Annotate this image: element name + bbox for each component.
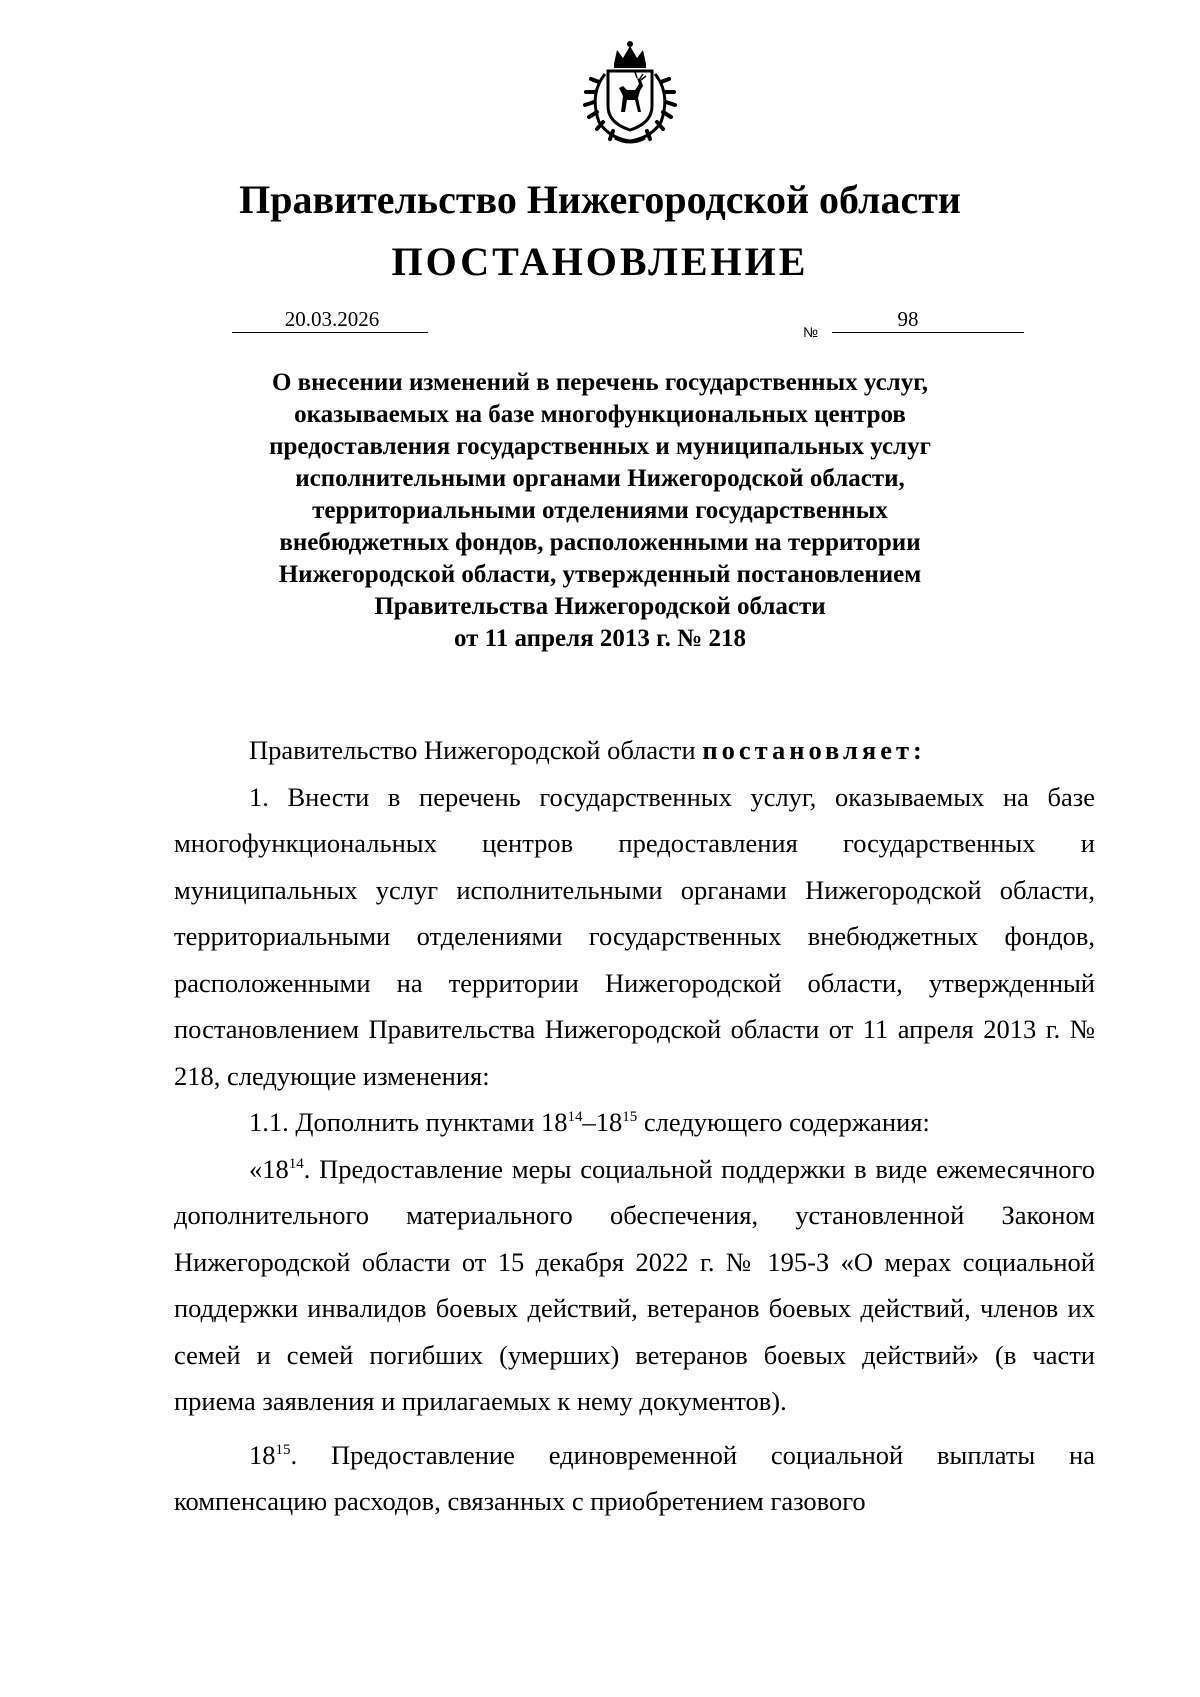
p11-text-b: –18 <box>582 1107 623 1137</box>
subject-line: исполнительными органами Нижегородской области, <box>295 465 905 492</box>
subject-line: предоставления государственных и муниципальных услуг <box>269 433 931 460</box>
intro-emphasis: постановляет: <box>702 735 926 765</box>
number-sign: № <box>803 324 819 340</box>
decree-body <box>174 727 1095 1525</box>
subject-line: Правительства Нижегородской области <box>374 593 826 620</box>
decree-number: 98 <box>832 306 1024 333</box>
government-title: Правительство Нижегородской области <box>239 177 961 222</box>
item15-prefix: 18 <box>249 1439 276 1470</box>
p11-sup-1: 14 <box>567 1109 583 1125</box>
subject-line: территориальными отделениями государственных <box>312 497 888 524</box>
document-type: ПОСТАНОВЛЕНИЕ <box>391 239 809 284</box>
subject-line: внебюджетных фондов, расположенными на территории <box>279 529 921 556</box>
subject-line: Нижегородской области, утвержденный постановлением <box>278 561 922 588</box>
item14-sup: 14 <box>288 1155 304 1172</box>
subject-line: оказываемых на базе многофункциональных центров <box>294 401 906 428</box>
intro-text: Правительство Нижегородской области <box>249 735 696 765</box>
nizhny-novgorod-coat-of-arms-icon <box>575 38 685 146</box>
paragraph-1: 1. Внести в перечень государственных услуг, оказываемых на базе многофункциональных центров предоставления государственных и муниципальных услуг исполнительными органами Нижегородской области, территориальными отделениями государственных внебюджетных фондов, расположенными на территории Нижегородской области, утвержденный постановлением Правительства Нижегородской области от 11 апреля 2013 г. № 218, следующие изменения: <box>174 781 1095 1091</box>
resolution-intro <box>174 727 1095 774</box>
p11-text-a: 1.1. Дополнить пунктами 18 <box>249 1107 568 1137</box>
decree-subject <box>200 367 1000 655</box>
item14-prefix: «18 <box>249 1153 289 1184</box>
item-18-14 <box>174 1146 1095 1425</box>
paragraph-1-1 <box>174 1099 1095 1146</box>
p11-text-c: следующего содержания: <box>637 1107 930 1137</box>
subject-line: от 11 апреля 2013 г. № 218 <box>453 625 747 652</box>
item14-text: . Предоставление меры социальной поддержки в виде ежемесячного дополнительного материального обеспечения, установленной Законом Нижегородской области от 15 декабря 2022 г. № 195-З «О мерах социальной поддержки инвалидов боевых действий, ветеранов боевых действий, членов их семей и семей погибших (умерших) ветеранов боевых действий» (в части приема заявления и прилагаемых к нему документов). <box>174 1153 1095 1416</box>
decree-date: 20.03.2026 <box>232 306 428 333</box>
p11-sup-2: 15 <box>622 1109 638 1125</box>
item15-text: . Предоставление единовременной социальной выплаты на компенсацию расходов, связанных с приобретением газового <box>174 1439 1095 1516</box>
item-18-15 <box>174 1432 1095 1525</box>
item15-sup: 15 <box>275 1441 291 1458</box>
subject-line: О внесении изменений в перечень государственных услуг, <box>271 369 928 396</box>
